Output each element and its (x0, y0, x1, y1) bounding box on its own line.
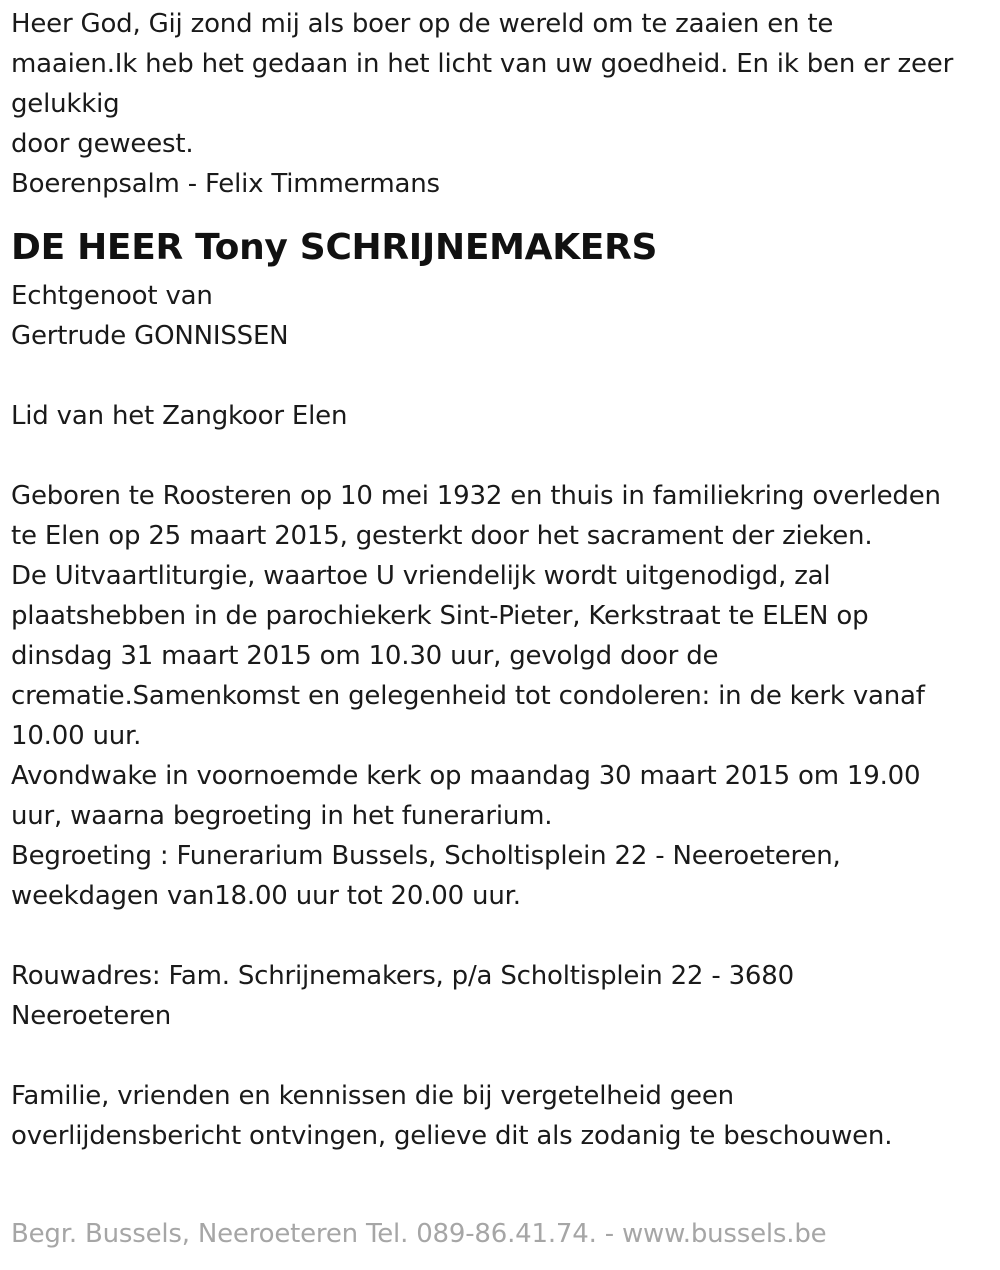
spacer (11, 916, 991, 956)
spouse-name: Gertrude GONNISSEN (11, 321, 289, 351)
spacer (11, 1036, 991, 1076)
details-line: uur, waarna begroeting in het funerarium. (11, 801, 553, 831)
details-line: Geboren te Roosteren op 10 mei 1932 en thuis in familiekring overleden (11, 481, 941, 511)
poem-line: gelukkig (11, 89, 120, 119)
deceased-name: DE HEER Tony SCHRIJNEMAKERS (11, 227, 658, 268)
poem-quote (11, 4, 991, 204)
funeral-home-footer: Begr. Bussels, Neeroeteren Tel. 089-86.41.74. - www.bussels.be (11, 1219, 827, 1249)
notice-line: Familie, vrienden en kennissen die bij vergetelheid geen (11, 1081, 734, 1111)
details-line: De Uitvaartliturgie, waartoe U vriendelijk wordt uitgenodigd, zal (11, 561, 831, 591)
details-line: Begroeting : Funerarium Bussels, Scholtisplein 22 - Neeroeteren, (11, 841, 841, 871)
details-line: crematie.Samenkomst en gelegenheid tot condoleren: in de kerk vanaf (11, 681, 925, 711)
details-line: 10.00 uur. (11, 721, 142, 751)
poem-line: maaien.Ik heb het gedaan in het licht van uw goedheid. En ik ben er zeer (11, 49, 954, 79)
details-line: weekdagen van18.00 uur tot 20.00 uur. (11, 881, 521, 911)
details-line: te Elen op 25 maart 2015, gesterkt door het sacrament der zieken. (11, 521, 873, 551)
details-line: dinsdag 31 maart 2015 om 10.30 uur, gevolgd door de (11, 641, 719, 671)
membership: Lid van het Zangkoor Elen (11, 401, 348, 431)
obituary-notice (11, 4, 991, 1156)
spouse-label: Echtgenoot van (11, 281, 213, 311)
poem-line: door geweest. (11, 129, 194, 159)
family-notice (11, 1076, 991, 1156)
address-line: Rouwadres: Fam. Schrijnemakers, p/a Scholtisplein 22 - 3680 (11, 961, 794, 991)
mourning-address (11, 956, 991, 1036)
spacer (11, 436, 991, 476)
details-line: Avondwake in voornoemde kerk op maandag 30 maart 2015 om 19.00 (11, 761, 921, 791)
poem-line: Heer God, Gij zond mij als boer op de wereld om te zaaien en te (11, 9, 834, 39)
spacer (11, 204, 991, 220)
poem-attribution: Boerenpsalm - Felix Timmermans (11, 169, 440, 199)
funeral-details (11, 476, 991, 916)
address-line: Neeroeteren (11, 1001, 172, 1031)
spacer (11, 356, 991, 396)
notice-line: overlijdensbericht ontvingen, gelieve dit als zodanig te beschouwen. (11, 1121, 893, 1151)
details-line: plaatshebben in de parochiekerk Sint-Pieter, Kerkstraat te ELEN op (11, 601, 869, 631)
